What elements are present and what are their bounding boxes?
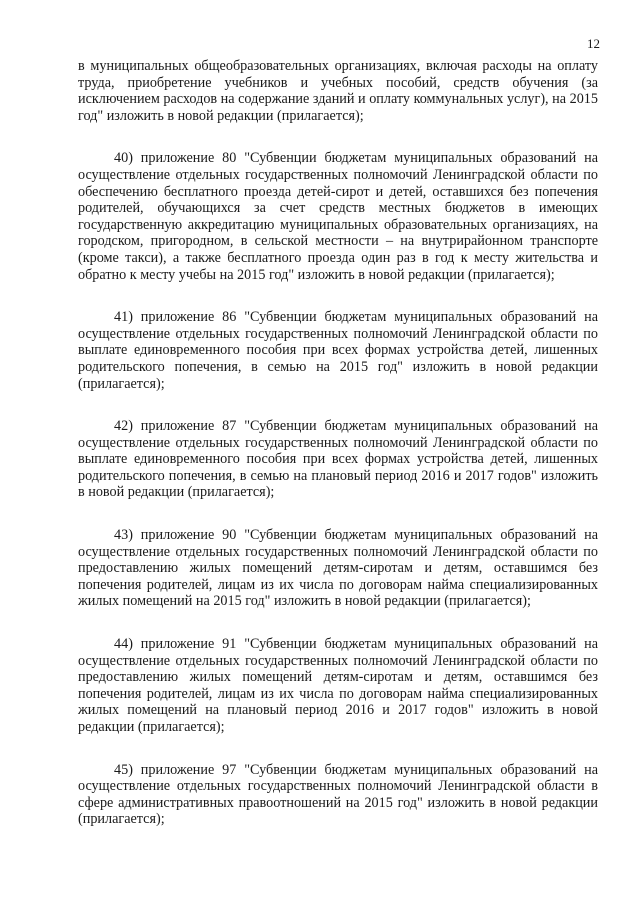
document-body: [78, 58, 598, 854]
paragraph-item-40: 40) приложение 80 "Субвенции бюджетам муниципальных образований на осуществление отдельных государственных полномочий Ленинградской области по обеспечению бесплатного проезда детей-сирот и детей, оставшихся без попечения родителей, обучающихся за счет средств местных бюджетов в имеющих государственную аккредитацию муниципальных образовательных организациях, на городском, пригородном, в сельской местности – на внутрирайонном транспорте (кроме такси), а также бесплатного проезда один раз в год к месту жительства и обратно к месту учебы на 2015 год" изложить в новой редакции (прилагается);: [78, 150, 598, 283]
paragraph-item-43: 43) приложение 90 "Субвенции бюджетам муниципальных образований на осуществление отдельных государственных полномочий Ленинградской области по предоставлению жилых помещений детям-сиротам и детям, оставшимся без попечения родителей, лицам из их числа по договорам найма специализированных жилых помещений на 2015 год" изложить в новой редакции (прилагается);: [78, 527, 598, 610]
page-number: 12: [587, 36, 600, 51]
paragraph-item-42: 42) приложение 87 "Субвенции бюджетам муниципальных образований на осуществление отдельных государственных полномочий Ленинградской области по выплате единовременного пособия при всех формах устройства детей, лишенных родительского попечения, в семью на плановый период 2016 и 2017 годов" изложить в новой редакции (прилагается);: [78, 418, 598, 501]
paragraph-item-44: 44) приложение 91 "Субвенции бюджетам муниципальных образований на осуществление отдельных государственных полномочий Ленинградской области по предоставлению жилых помещений детям-сиротам и детям, оставшимся без попечения родителей, лицам из их числа по договорам найма специализированных жилых помещений на плановый период 2016 и 2017 годов" изложить в новой редакции (прилагается);: [78, 636, 598, 735]
paragraph-item-41: 41) приложение 86 "Субвенции бюджетам муниципальных образований на осуществление отдельных государственных полномочий Ленинградской области по выплате единовременного пособия при всех формах устройства детей, лишенных родительского попечения, в семью на 2015 год" изложить в новой редакции (прилагается);: [78, 309, 598, 392]
paragraph-continuation: в муниципальных общеобразовательных организациях, включая расходы на оплату труда, приобретение учебников и учебных пособий, средств обучения (за исключением расходов на содержание зданий и оплату коммунальных услуг), на 2015 год" изложить в новой редакции (прилагается);: [78, 58, 598, 124]
paragraph-item-45: 45) приложение 97 "Субвенции бюджетам муниципальных образований на осуществление отдельных государственных полномочий Ленинградской области в сфере административных правоотношений на 2015 год" изложить в новой редакции (прилагается);: [78, 761, 598, 828]
